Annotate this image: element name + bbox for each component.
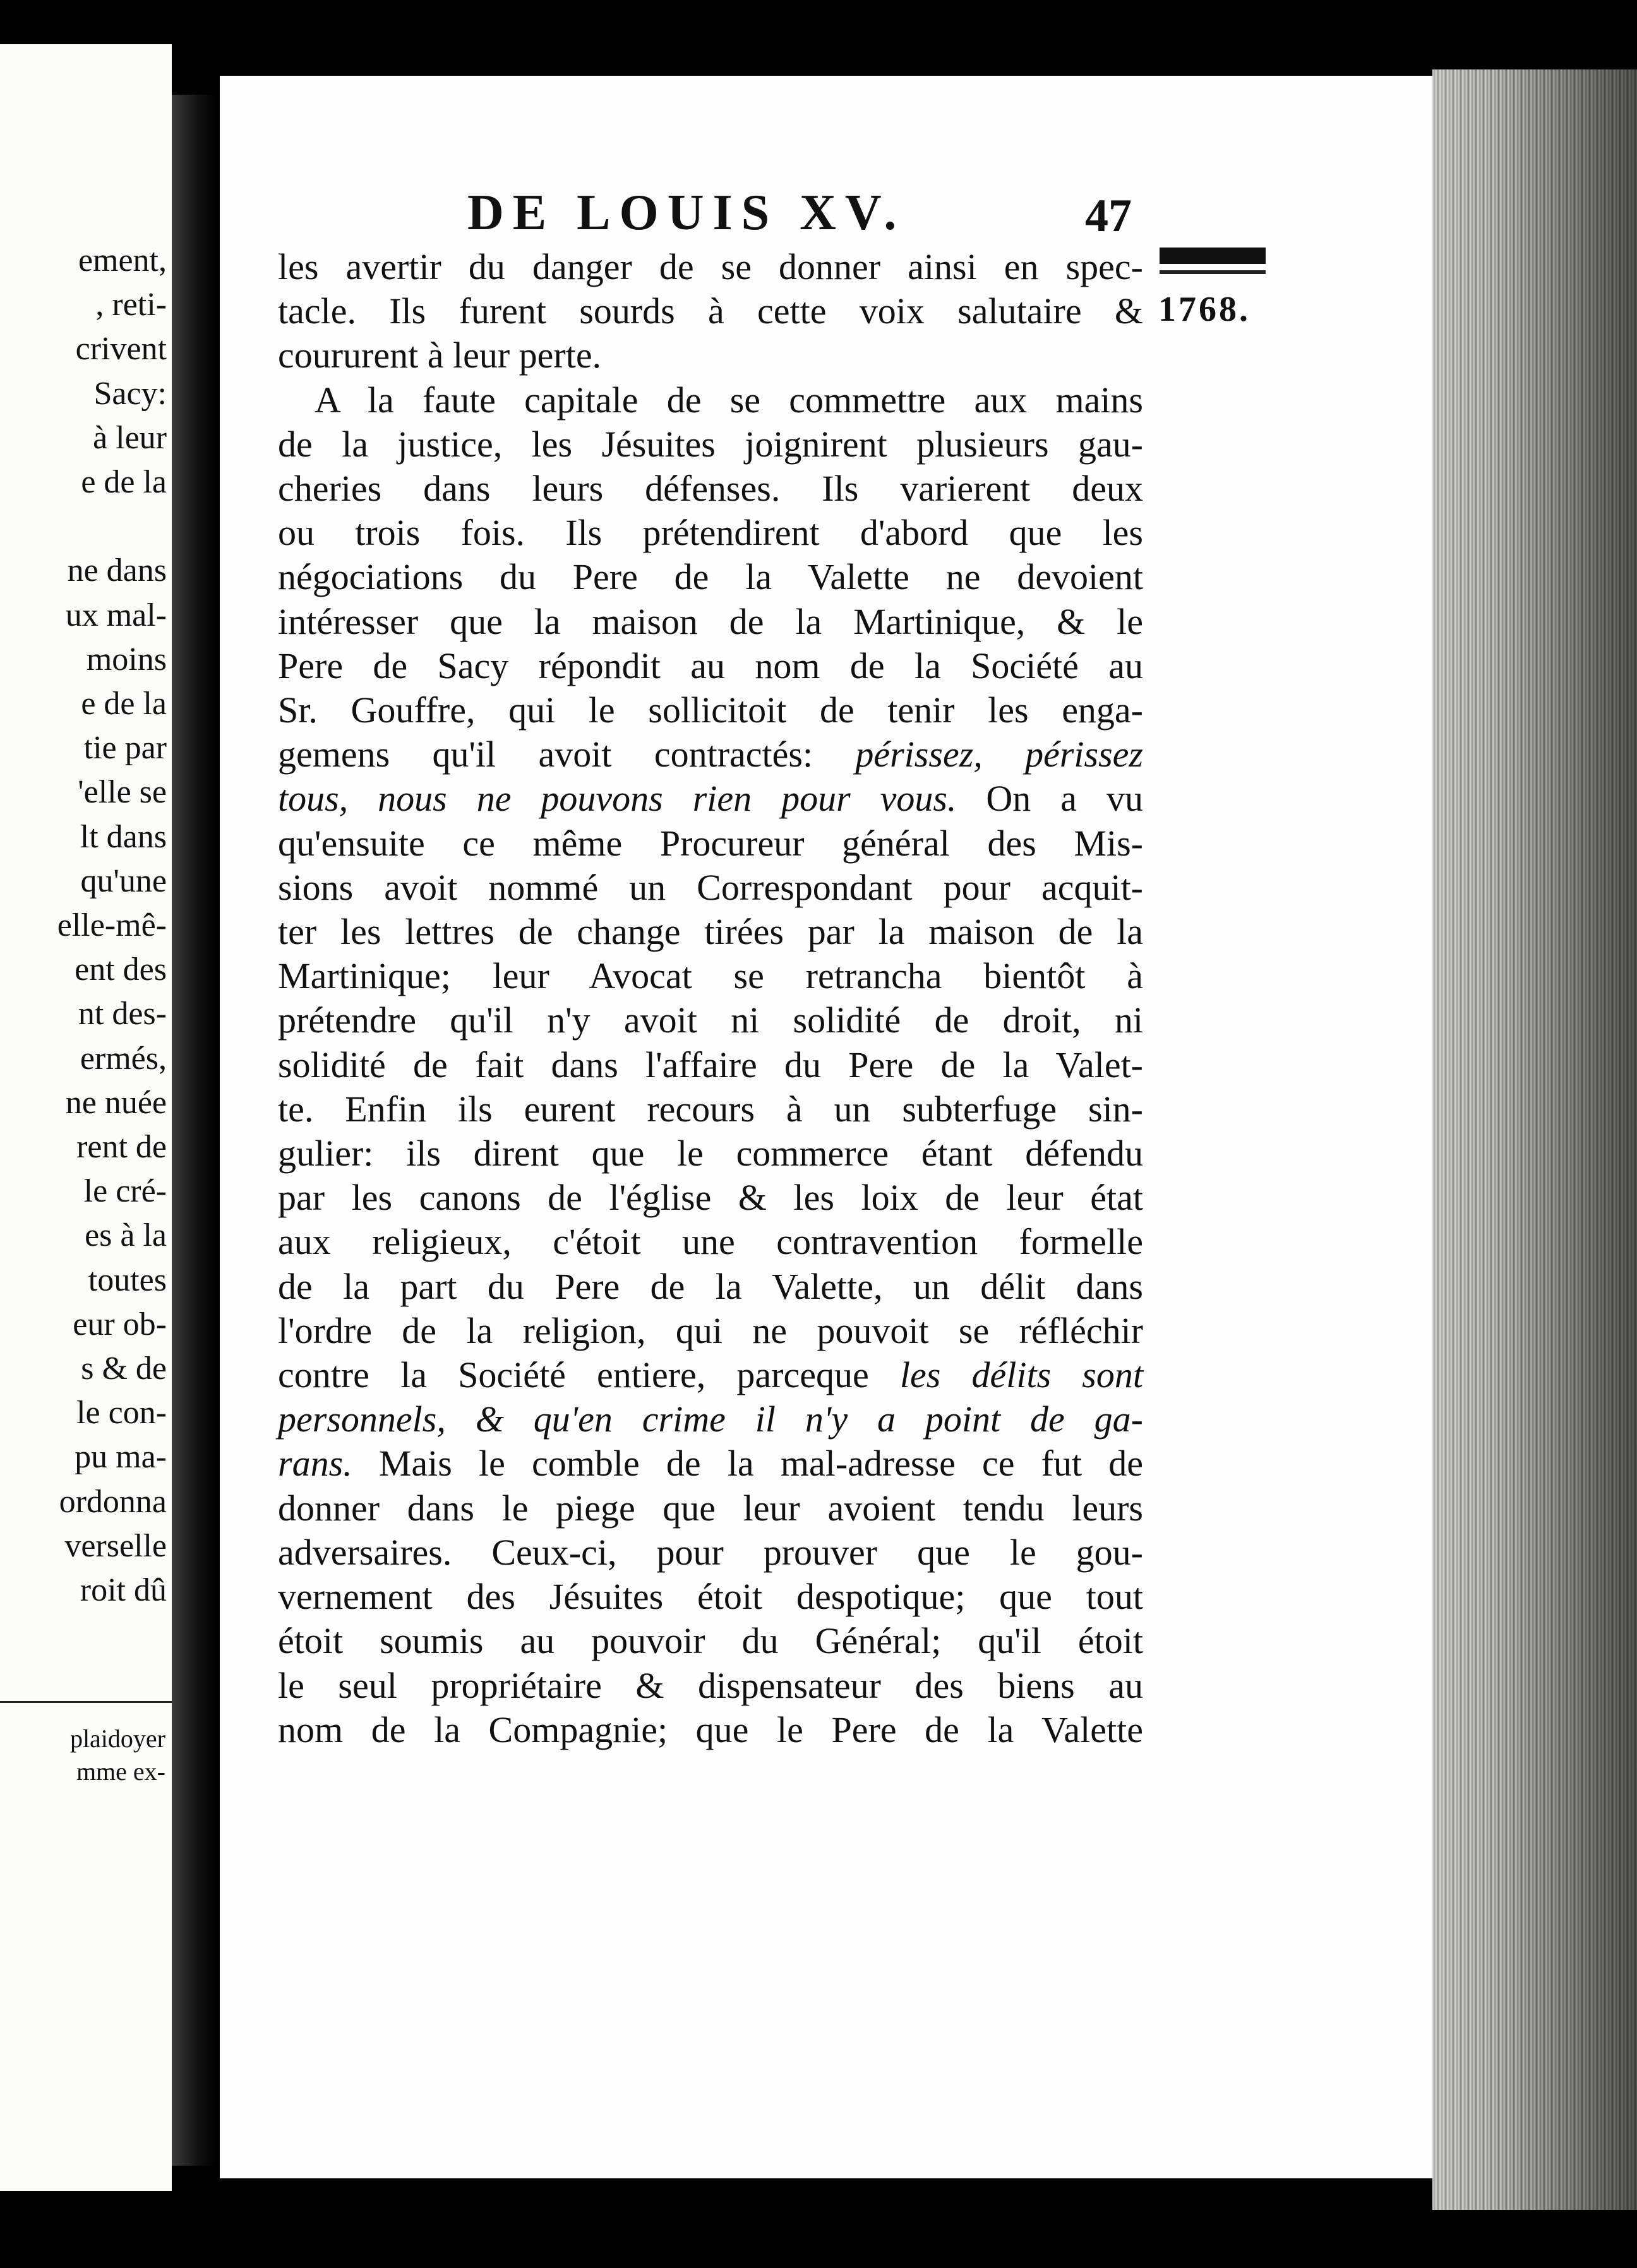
text-line: vernement des Jésuites étoit despotique; que tout [278,1576,1143,1618]
text-line: tacle. Ils furent sourds à cette voix salutaire & [278,290,1143,332]
left-line: qu'une [80,862,167,899]
left-note-line: plaidoyer [69,1724,165,1753]
left-line: Sacy: [93,375,167,412]
left-page-footnote [70,1722,165,1788]
left-line: rent de [76,1129,167,1166]
text-line: de la part du Pere de la Valette, un délit dans [278,1265,1143,1307]
text-line: adversaires. Ceux-ci, pour prouver que le gou- [278,1531,1143,1573]
left-page-text [57,239,167,1613]
left-line: toutes [88,1262,167,1298]
book-gutter [172,95,216,2166]
left-line: lt dans [80,818,167,855]
text-line: coururent à leur perte. [278,335,602,376]
text-line: qu'ensuite ce même Procureur général des Mis- [278,822,1143,864]
left-line: pu ma- [75,1439,167,1476]
text-run: gemens qu'il avoit contractés: [278,734,856,775]
text-line-with-italic [278,1353,1143,1397]
left-line: ent des [75,952,167,988]
text-line: Pere de Sacy répondit au nom de la Société au [278,645,1143,686]
text-line-with-italic [278,1441,1143,1486]
left-line [57,504,167,549]
text-line: ter les lettres de change tirées par la maison de la [278,911,1143,953]
left-note-line: mme ex- [76,1757,165,1786]
left-line: le con- [76,1395,167,1431]
text-line: étoit soumis au pouvoir du Général; qu'il étoit [278,1620,1143,1662]
left-line: ne dans [67,552,167,589]
italic-quote: les délits sont [899,1354,1143,1396]
text-run: contre la Société entiere, parceque [278,1354,900,1396]
left-line: e de la [81,686,167,722]
text-line: aux religieux, c'étoit une contravention formelle [278,1221,1143,1263]
left-line: 'elle se [78,774,167,811]
left-line: elle-mê- [57,907,167,944]
text-line: Sr. Gouffre, qui le sollicitoit de tenir les enga- [278,689,1143,731]
text-line: ou trois fois. Ils prétendirent d'abord que les [278,512,1143,554]
text-line-with-italic [278,777,1143,821]
text-line: négociations du Pere de la Valette ne devoient [278,556,1143,598]
left-line: moins [86,641,167,677]
text-line: nom de la Compagnie; que le Pere de la Valette [278,1709,1143,1750]
left-line: es à la [85,1217,167,1254]
text-line: sions avoit nommé un Correspondant pour acquit- [278,866,1143,908]
text-line: les avertir du danger de se donner ainsi en spec- [278,246,1143,287]
text-line: l'ordre de la religion, qui ne pouvoit se réfléchir [278,1310,1143,1351]
left-line: crivent [75,331,167,367]
text-line-with-italic [278,732,1143,777]
left-line: nt des- [78,996,167,1032]
italic-quote: rans. [278,1443,352,1484]
text-line: Martinique; leur Avocat se retrancha bientôt à [278,955,1143,997]
left-line: s & de [81,1351,167,1387]
text-line: cheries dans leurs défenses. Ils varierent deux [278,468,1143,510]
italic-line: personnels, & qu'en crime il n'y a point de ga- [278,1399,1143,1440]
page-edges-shade [1432,69,1637,2210]
text-line: gulier: ils dirent que le commerce étant défendu [278,1133,1143,1174]
text-line: le seul propriétaire & dispensateur des biens au [278,1664,1143,1706]
margin-bar [1160,248,1266,264]
left-line: à leur [93,419,167,456]
text-line: de la justice, les Jésuites joignirent plusieurs gau- [278,423,1143,465]
text-line: par les canons de l'église & les loix de leur état [278,1177,1143,1219]
left-line: e de la [81,464,167,501]
left-line: ement, [78,242,167,278]
left-line: eur ob- [73,1306,167,1342]
text-line: solidité de fait dans l'affaire du Pere de la Valet- [278,1044,1143,1085]
left-line: roit dû [80,1572,167,1609]
left-line: ermés, [80,1040,167,1077]
text-line: intéresser que la maison de la Martinique, & le [278,600,1143,642]
left-line: verselle [64,1527,167,1564]
text-run: On a vu [956,778,1143,820]
left-facing-page [0,44,172,2191]
margin-bar-thin [1160,270,1266,274]
left-line: , reti- [95,287,167,323]
text-line: prétendre qu'il n'y avoit ni solidité de droit, ni [278,1000,1143,1041]
text-line: te. Enfin ils eurent recours à un subterfuge sin- [278,1088,1143,1130]
left-line: tie par [83,730,167,767]
left-line: ux mal- [65,597,167,633]
left-line: le cré- [83,1173,167,1210]
italic-quote: tous, nous ne pouvons rien pour vous. [278,778,957,820]
body-text [278,245,1143,1752]
margin-year: 1768. [1158,290,1250,329]
page-number: 47 [1085,190,1132,242]
text-line: donner dans le piege que leur avoient tendu leurs [278,1487,1143,1529]
text-run: Mais le comble de la mal-adresse ce fut de [352,1443,1143,1484]
left-line: ordonna [59,1483,167,1520]
text-line: A la faute capitale de se commettre aux mains [315,379,1143,421]
left-line: ne nuée [65,1084,167,1121]
running-head: DE LOUIS XV. [467,185,906,241]
left-footnote-rule [0,1701,172,1703]
italic-quote: périssez, périssez [855,734,1143,775]
